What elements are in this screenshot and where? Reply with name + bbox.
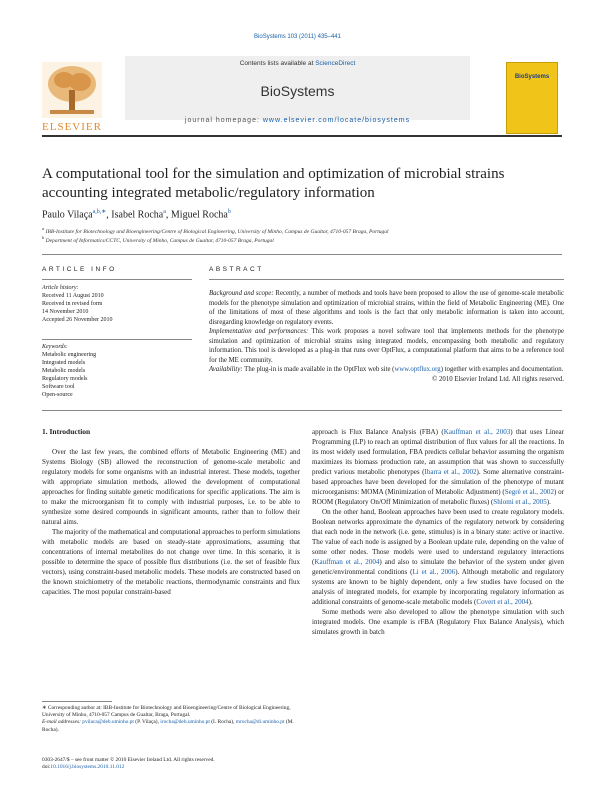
keyword-item: Metabolic engineering (42, 352, 97, 358)
history-rule (42, 339, 192, 340)
copyright-notice: © 2010 Elsevier Ireland Ltd. All rights reserved. (432, 375, 564, 383)
affiliation-b (42, 235, 562, 244)
journal-name: BioSystems (260, 83, 335, 99)
introduction-heading: 1. Introduction (42, 427, 91, 436)
title-line-1: A computational tool for the simulation and optimization of microbial strains (42, 166, 505, 182)
keyword-item: Integrated models (42, 360, 86, 366)
history-item: Accepted 26 November 2010 (42, 317, 113, 323)
footnote-rule (42, 701, 112, 702)
author-list: Paulo Vilaça$^{a,b,∗}$, Isabel Rocha$^a$, Miguel Rocha$^b$ (42, 209, 231, 221)
issn-doi (42, 757, 300, 771)
optflux-link[interactable]: www.optflux.org (394, 366, 441, 373)
citation-link[interactable]: Covert et al., 2004 (476, 598, 529, 606)
elsevier-tree-logo (42, 62, 102, 118)
history-label: Article history: (42, 285, 79, 291)
abstract-bg-label: Background and scope: (209, 290, 274, 297)
affiliation-sup: b (42, 235, 45, 240)
keyword-item: Software tool (42, 384, 75, 390)
left-column (42, 447, 300, 597)
author-name: Isabel Rocha (111, 209, 164, 221)
history-item: Received 11 August 2010 (42, 293, 104, 299)
citation-link[interactable]: Li et al., 2006 (412, 568, 456, 576)
email-link[interactable]: mrocha@di.uminho.pt (235, 719, 285, 726)
keyword-item: Metabolic models (42, 368, 86, 374)
email-addresses: E-mail addresses: pvilaca@deb.uminho.pt (P. Vilaça), irocha@deb.uminho.pt (I. Rocha), mrocha@di.uminho.pt (M. Rocha). (42, 719, 294, 733)
article-title (42, 165, 562, 203)
abstract-impl-label: Implementation and performances: (209, 328, 309, 335)
issn-line: 0303-2647/$ – see front matter © 2010 Elsevier Ireland Ltd. All rights reserved. (42, 757, 215, 763)
journal-homepage (125, 117, 470, 124)
author-sup[interactable]: a,b,∗ (92, 209, 107, 215)
citation-link[interactable]: Segrè et al., 2002 (504, 488, 554, 496)
doi-link[interactable]: 10.1016/j.biosystems.2010.11.012 (50, 764, 125, 771)
abstract-implementation: Implementation and performances: This work proposes a novel software tool that implements methods for the phenotype simulation and optimization of microbial strains using integrated models, encompassing both metabolic and regulatory information. This tool is developed as a plug-in that runs over OptFlux, a computational platform that aims to be a reference tool for the ME community. (209, 328, 564, 364)
corresponding-author: ∗ Corresponding author at: IBB-Institute for Biotechnology and Bioengineering/Centre of Biological Engineering, University of Minho, 4710-057 Campus de Gualtar, Braga, Portugal. (42, 705, 291, 719)
homepage-prefix: journal homepage: (184, 117, 263, 124)
affiliation-sup: a (42, 226, 45, 231)
keywords-label: Keywords: (42, 344, 68, 350)
affiliation-rule (42, 254, 562, 255)
sciencedirect-link[interactable]: ScienceDirect (315, 60, 356, 67)
intro-paragraph: Over the last few years, the combined efforts of Metabolic Engineering (ME) and Systems Biology (SB) allowed the reconstruction of genome-scale metabolic and regulatory models for some organisms with an industrial interest. These models, together with appropriate simulation methods, allowed the development of computational approaches for finding suitable genetic modifications for specific applications. The aim is to make the microorganism fit to comply with industrial purposes, i.e. to be able to synthesize some desired compounds in significant amounts, rather than to follow their natural aims. (42, 448, 300, 526)
intro-paragraph: Some methods were also developed to allow the phenotype simulation with such integrated models. One example is rFBA (Regulatory Flux Balance Analysis), which simulates growth in batch (312, 608, 564, 636)
publisher-name: ELSEVIER (42, 121, 102, 133)
abstract-heading: ABSTRACT (209, 266, 264, 273)
keyword-item: Regulatory models (42, 376, 88, 382)
affiliation-text: IBB-Institute for Biotechnology and Bioengineering/Centre of Biological Engineering, University of Minho, Campus de Gualtar, 4710-057 Braga, Portugal (45, 228, 389, 235)
keywords (42, 343, 192, 399)
citation-link[interactable]: Kauffman et al., 2004 (314, 558, 380, 566)
journal-reference[interactable]: BioSystems 103 (2011) 435–441 (254, 34, 341, 40)
email-link[interactable]: irocha@deb.uminho.pt (160, 719, 210, 726)
cover-title: BioSystems (514, 74, 550, 80)
email-link[interactable]: pvilaca@deb.uminho.pt (82, 719, 134, 726)
author-name: Miguel Rocha (170, 209, 228, 221)
doi-line: doi:10.1016/j.biosystems.2010.11.012 (42, 764, 125, 771)
author-sup[interactable]: a (163, 209, 166, 215)
intro-paragraph: On the other hand, Boolean approaches have been used to create regulatory models. Boolean networks approximate the dynamics of the regulatory network by considering that each node in the network (i.e. gene, stimulus) is in a binary state: active or inactive. The value of each node is assigned by a Boolean update rule, depending on the value of some other nodes. Those models were used to understand regulatory interactions (Kauffman et al., 2004) and also to simulate the behavior of the system under given genetic/environmental conditions (Li et al., 2006). Although metabolic and regulatory systems are known to be highly dependent, only a few studies have focused on the analysis of integrated models, for example by incorporating regulatory information as additional constraints of genome-scale metabolic models (Covert et al., 2004). (312, 508, 564, 606)
article-info-heading: ARTICLE INFO (42, 266, 117, 273)
author-sup[interactable]: b (227, 209, 231, 215)
contents-prefix: Contents lists available at (239, 60, 316, 67)
affiliation-a (42, 226, 562, 235)
abstract-rule (209, 279, 564, 280)
keyword-item: Open-source (42, 392, 73, 398)
abstract-availability: Availability: The plug-in is made available in the OptFlux web site (www.optflux.org) together with examples and documentation. (209, 366, 564, 373)
affiliation-text: Department of Informatics/CCTC, University of Minho, Campus de Gualtar, 4710-057 Braga, Portugal (45, 237, 274, 244)
citation-link[interactable]: Kauffman et al., 2003 (443, 428, 511, 436)
abstract-avail-label: Availability: (209, 366, 243, 373)
history-item: Received in revised form (42, 301, 103, 307)
contents-line (125, 60, 470, 67)
citation-link[interactable]: Shlomi et al., 2005 (493, 498, 547, 506)
intro-paragraph: approach is Flux Balance Analysis (FBA) (Kauffman et al., 2003) that uses Linear Programming (LP) to reach an optimal distribution of flux values for all the reactions. In its most widely used formulation, FBA predicts cellular behavior assuming the organism maximizes its biomass production rate, an assumption that was shown to successfully predict various metabolic phenotypes (Ibarra et al., 2002). Some alternative constraint-based approaches have been developed for the simulation of the phenotype of mutant microorganisms: MOMA (Minimization of Metabolic Adjustment) (Segrè et al., 2002) or ROOM (Regulatory On/Off Minimization of metabolic fluxes) (Shlomi et al., 2005). (312, 428, 565, 506)
title-line-2: accounting integrated metabolic/regulatory information (42, 185, 375, 201)
abstract-body (209, 289, 564, 384)
right-column (312, 427, 564, 637)
footnote (42, 705, 300, 734)
abstract-bottom-rule (42, 410, 562, 411)
intro-paragraph: The majority of the mathematical and computational approaches to perform simulations with metabolic models are based on steady-state approximations, assuming that concentrations of internal metabolites do not change over time. In this scenario, it is possible to determine the space of possible flux distributions (i.e. the set of feasible flux vectors), using constraint-based metabolic models. These models are constructed based on the known stoichiometry of the metabolic reactions, thermodynamic constraints and flux capacities. The most popular constraint-based (42, 528, 300, 596)
citation-link[interactable]: Ibarra et al., 2002 (424, 468, 477, 476)
header-rule (42, 135, 562, 137)
journal-cover[interactable] (506, 62, 558, 134)
article-info-rule (42, 279, 192, 280)
author-name: Paulo Vilaça (42, 209, 93, 221)
article-history (42, 284, 192, 324)
homepage-link[interactable]: www.elsevier.com/locate/biosystems (262, 117, 411, 124)
abstract-background: Background and scope: Recently, a number of methods and tools have been proposed to allow the use of genome-scale metabolic models for the phenotype simulation and optimization of microbial strains, within the field of Metabolic Engineering (ME). One of the limitations of most of these algorithms and tools is the fact that only metabolic information is taken into account, disregarding knowledge on regulatory events. (209, 290, 564, 326)
history-item: 14 November 2010 (42, 309, 89, 315)
